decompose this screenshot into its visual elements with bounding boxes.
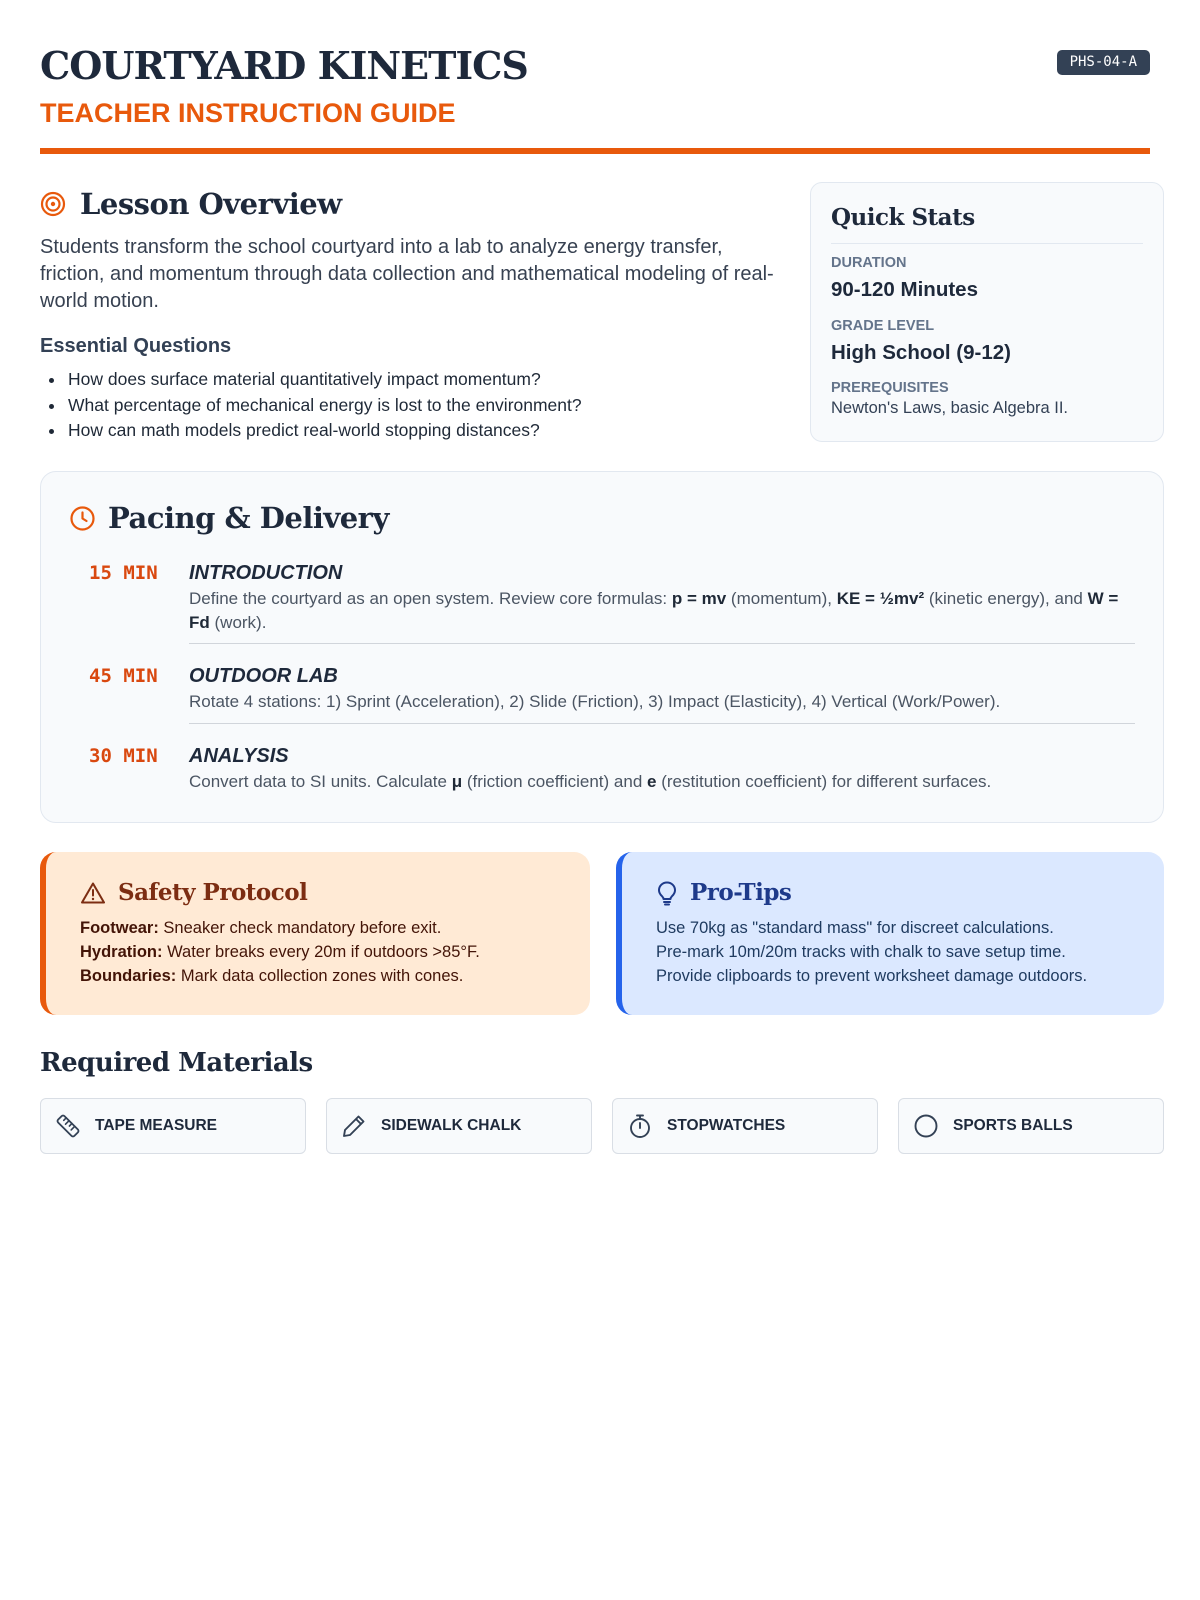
material-card-sidewalk-chalk	[326, 1098, 592, 1154]
tips-list	[656, 916, 1138, 988]
list-item: • How can math models predict real-world stopping distances?	[66, 418, 785, 444]
essential-questions-title: Essential Questions	[40, 335, 232, 357]
list-item	[80, 964, 564, 988]
pacing-title: OUTDOOR LAB	[189, 665, 338, 687]
material-label: STOPWATCHES	[667, 1117, 786, 1134]
pacing-row-introduction	[69, 560, 1135, 644]
safety-header	[80, 878, 564, 908]
list-item: Pre-mark 10m/20m tracks with chalk to save setup time.	[656, 943, 1066, 961]
safety-item-label: Hydration:	[80, 943, 163, 961]
list-item	[80, 940, 564, 964]
text-run: (kinetic energy), and	[924, 589, 1088, 608]
grade-level-value: High School (9-12)	[831, 341, 1011, 364]
formula-momentum: p = mv	[671, 589, 727, 608]
pacing-time: 15 MIN	[89, 562, 158, 584]
list-item: • How does surface material quantitatively impact momentum?	[66, 367, 785, 393]
text-run: Convert data to SI units. Calculate	[189, 771, 452, 791]
page-subtitle: TEACHER INSTRUCTION GUIDE	[40, 98, 456, 128]
material-card-tape-measure	[40, 1098, 306, 1154]
pacing-title: ANALYSIS	[189, 744, 289, 767]
text-run: (restitution coefficient) for different surfaces.	[656, 771, 992, 791]
tips-heading: Pro-Tips	[690, 879, 792, 906]
prerequisites-value: Newton's Laws, basic Algebra II.	[831, 399, 1069, 417]
list-item	[80, 916, 564, 940]
safety-item-label: Boundaries:	[80, 967, 177, 985]
duration-label: DURATION	[831, 255, 907, 271]
page-title: COURTYARD KINETICS	[40, 43, 528, 88]
document-code-badge: PHS-04-A	[1057, 50, 1150, 75]
materials-heading: Required Materials	[40, 1048, 313, 1078]
pacing-body	[189, 743, 1135, 794]
formula-work: W = Fd	[189, 589, 1119, 632]
list-item: • What percentage of mechanical energy is lost to the environment?	[66, 393, 785, 419]
lesson-overview-header	[40, 186, 785, 222]
pacing-heading: Pacing & Delivery	[108, 501, 389, 535]
pacing-time: 30 MIN	[89, 744, 158, 767]
pacing-divider	[189, 723, 1135, 724]
lesson-overview-section	[40, 186, 785, 444]
symbol-friction: μ	[451, 771, 463, 791]
material-card-sports-balls	[898, 1098, 1164, 1154]
pacing-divider	[189, 643, 1135, 644]
target-icon	[40, 191, 66, 217]
clock-icon	[69, 505, 96, 532]
material-card-stopwatches	[612, 1098, 878, 1154]
pacing-title: INTRODUCTION	[189, 562, 343, 584]
prerequisites-label: PREREQUISITES	[831, 380, 949, 396]
symbol-restitution: e	[647, 771, 657, 791]
overview-description: Students transform the school courtyard into a lab to analyze energy transfer, friction, and momentum through data collection and mathematical modeling of real-world motion.	[40, 236, 774, 312]
header-divider	[40, 148, 1150, 154]
text-run: (momentum),	[726, 589, 837, 608]
formula-kinetic-energy: KE = ½mv²	[836, 589, 925, 608]
quick-stats-card	[810, 182, 1164, 442]
pacing-description	[189, 770, 1135, 794]
safety-list	[80, 916, 564, 988]
pacing-body	[189, 560, 1135, 644]
tips-header	[656, 878, 1138, 908]
safety-protocol-callout	[40, 852, 590, 1015]
lesson-overview-heading: Lesson Overview	[80, 187, 342, 221]
list-item: Provide clipboards to prevent worksheet damage outdoors.	[656, 967, 1088, 985]
ruler-icon	[55, 1113, 81, 1139]
safety-heading: Safety Protocol	[118, 879, 308, 906]
safety-item-text: Sneaker check mandatory before exit.	[158, 919, 442, 937]
stopwatch-icon	[627, 1113, 653, 1139]
safety-item-label: Footwear:	[80, 919, 159, 937]
pacing-row-analysis	[69, 743, 1135, 794]
safety-item-text: Mark data collection zones with cones.	[176, 967, 464, 985]
pacing-row-outdoor-lab	[69, 663, 1135, 724]
pacing-description: Rotate 4 stations: 1) Sprint (Acceleration), 2) Slide (Friction), 3) Impact (Elasticity), 4) Vertical (Work/Power).	[189, 692, 1001, 711]
text-run: Define the courtyard as an open system. Review core formulas:	[189, 589, 672, 608]
warning-icon	[80, 881, 106, 905]
quick-stats-heading: Quick Stats	[831, 203, 1143, 244]
material-label: TAPE MEASURE	[95, 1117, 218, 1134]
circle-icon	[913, 1113, 939, 1139]
pacing-header	[69, 500, 1135, 536]
pacing-body	[189, 663, 1135, 724]
duration-value: 90-120 Minutes	[831, 278, 978, 301]
pacing-section	[40, 471, 1164, 823]
pencil-icon	[341, 1113, 367, 1139]
grade-level-label: GRADE LEVEL	[831, 318, 935, 334]
essential-questions-list	[40, 367, 785, 444]
list-item: Use 70kg as "standard mass" for discreet calculations.	[656, 919, 1054, 937]
pro-tips-callout	[616, 852, 1164, 1015]
text-run: (work).	[209, 612, 267, 632]
pacing-description	[189, 587, 1135, 634]
text-run: (friction coefficient) and	[462, 771, 647, 791]
safety-item-text: Water breaks every 20m if outdoors >85°F.	[162, 943, 480, 961]
materials-grid	[40, 1098, 1164, 1154]
lightbulb-icon	[656, 880, 678, 906]
material-label: SPORTS BALLS	[953, 1117, 1073, 1134]
material-label: SIDEWALK CHALK	[381, 1117, 522, 1134]
pacing-time: 45 MIN	[89, 665, 158, 687]
